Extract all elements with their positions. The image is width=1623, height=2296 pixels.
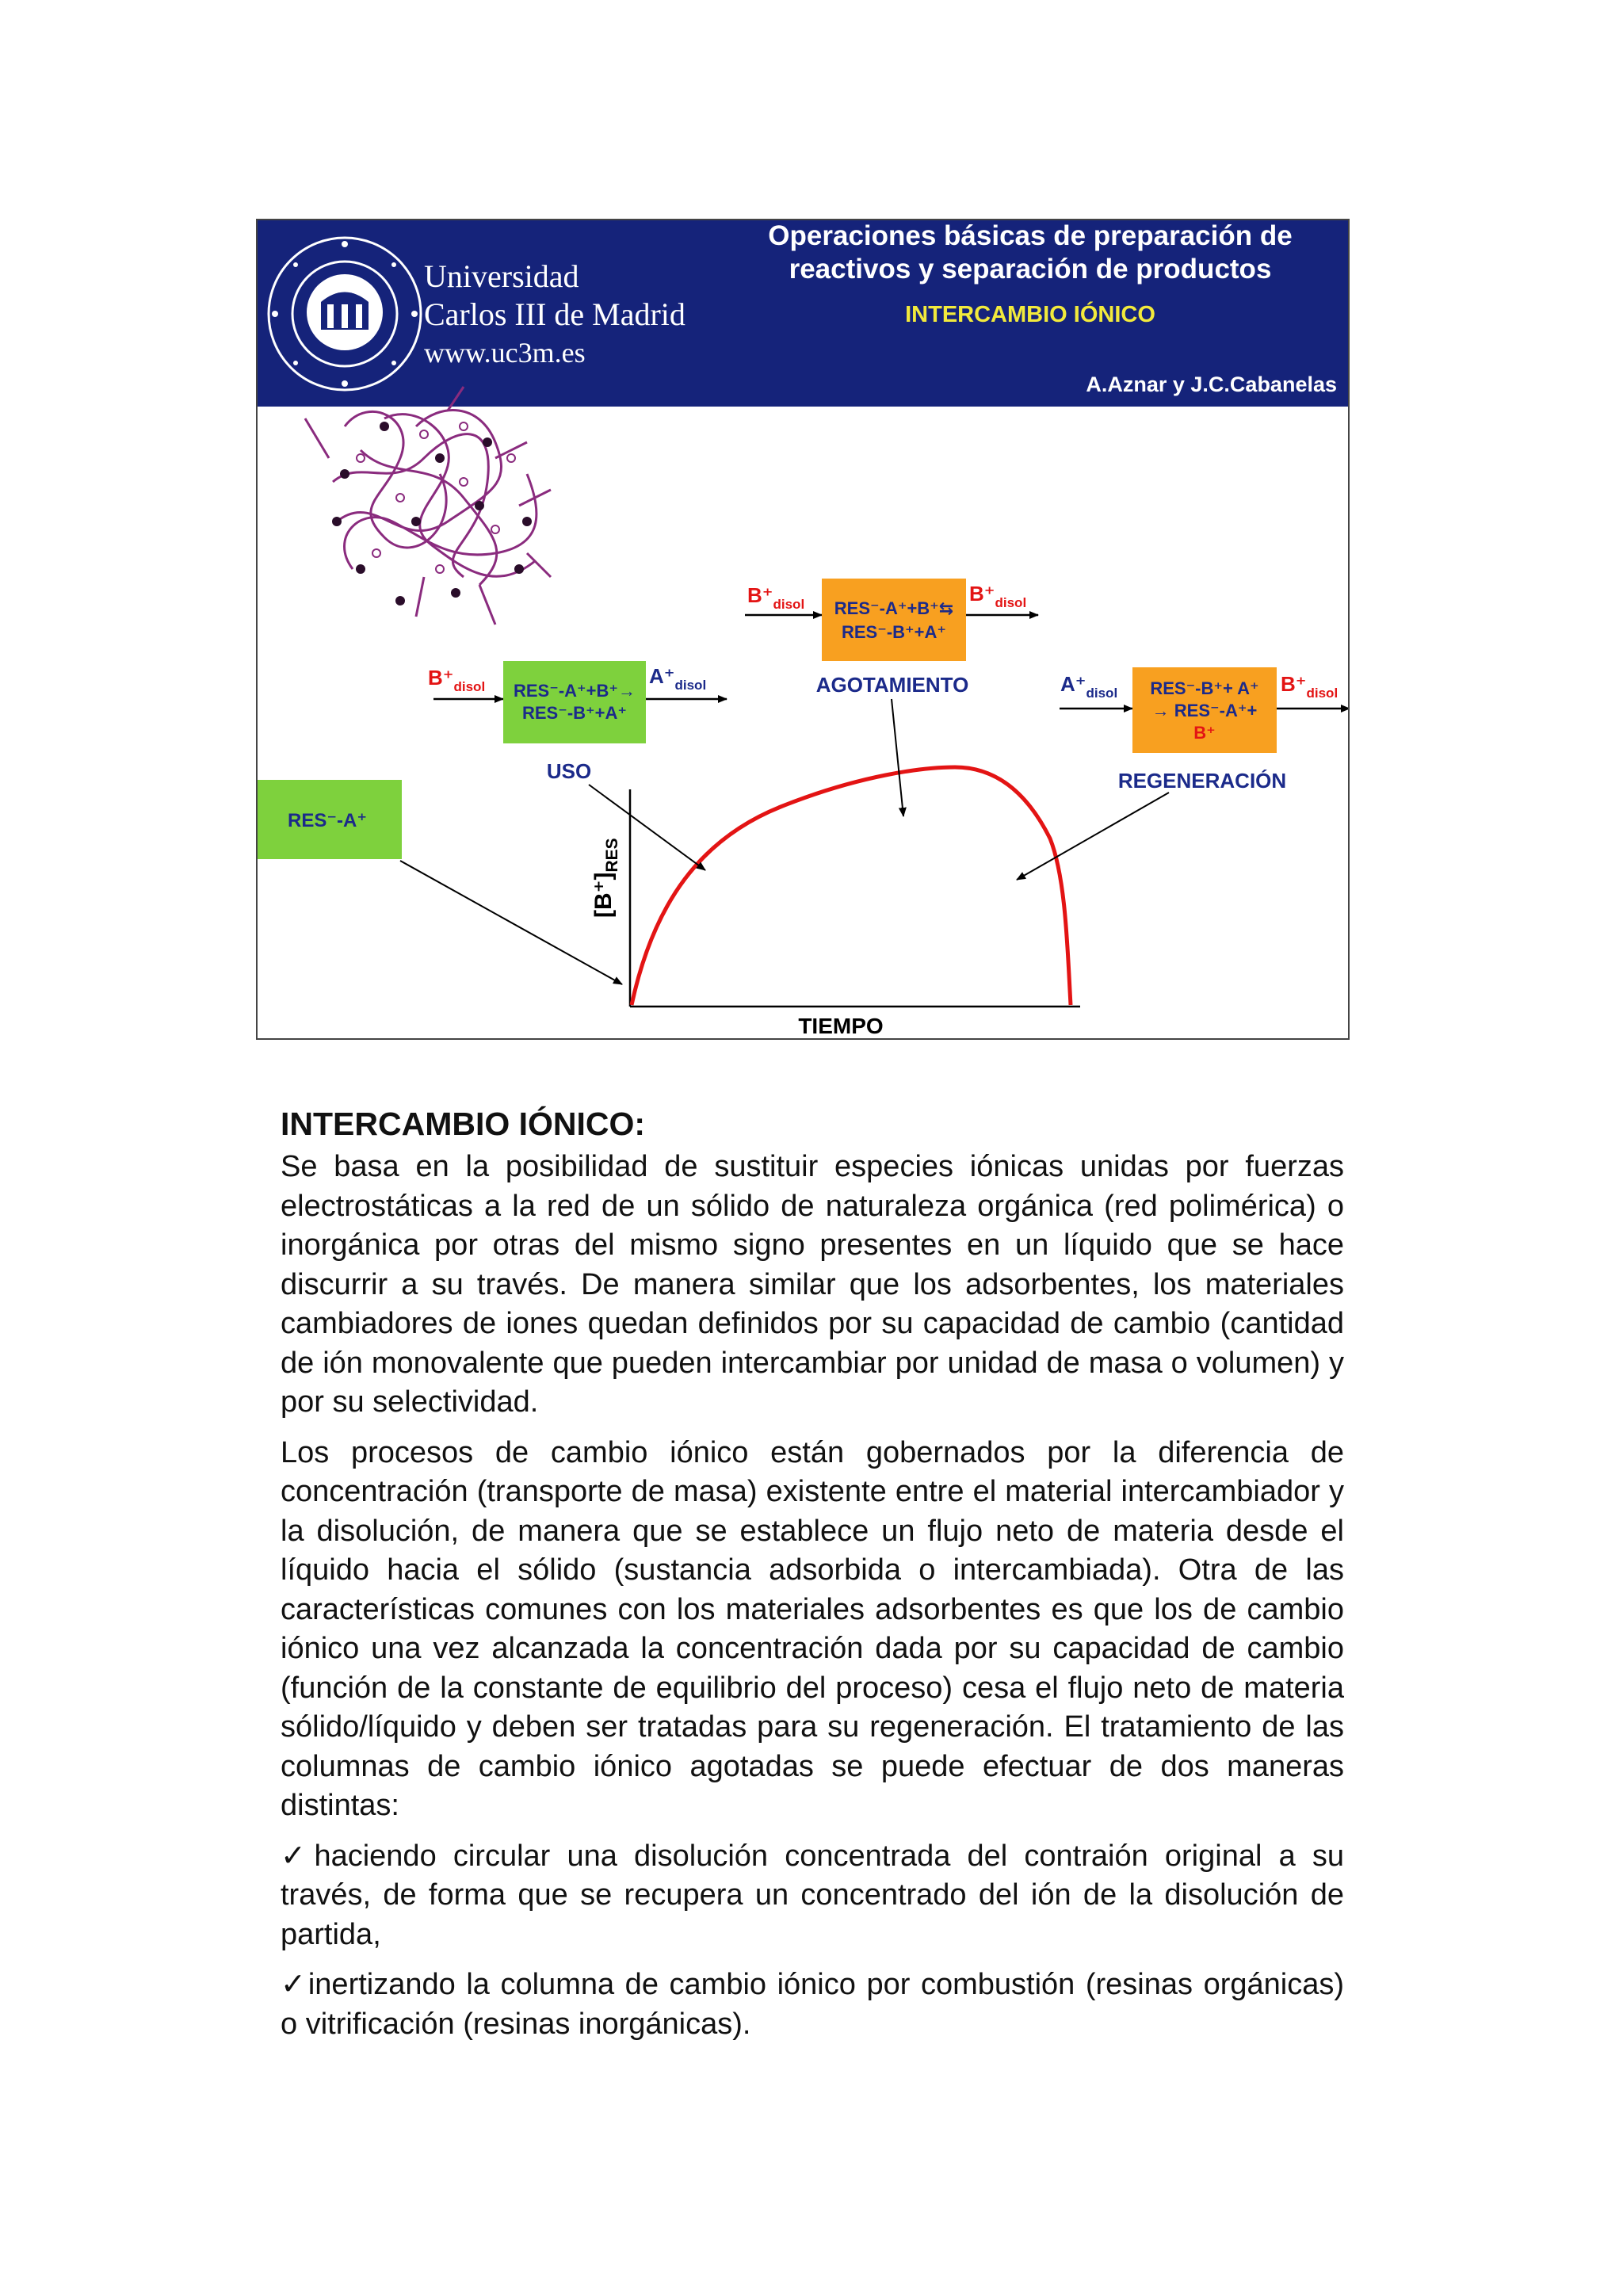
option-2-text: inertizando la columna de cambio iónico por combustión (resinas orgánicas) o vitrificación (resinas inorgánicas). <box>281 1968 1344 2041</box>
course-title-line2: reactivos y separación de productos <box>789 254 1272 285</box>
regeneracion-stage <box>1060 667 1350 793</box>
regeneracion-reaction-line1: RES⁻-B⁺+ A⁺ <box>1150 678 1259 698</box>
initial-state-label: RES⁻-A⁺ <box>287 810 368 831</box>
x-axis-label: TIEMPO <box>798 1014 884 1038</box>
uso-reaction-line2: RES⁻-B⁺+A⁺ <box>521 703 628 723</box>
option-2 <box>281 1966 1344 2044</box>
paragraph-1: Se basa en la posibilidad de sustituir especies iónicas unidas por fuerzas electrostáticas a la red de un sólido de naturaleza orgánica (red polimérica) o inorgánica por otras del mismo signo presentes en un líquido que se hace discurrir a su través. De manera similar que los adsorbentes, los materiales cambiadores de iones quedan definidos por su capacidad de cambio (cantidad de ión monovalente que pueden intercambiar por unidad de masa o volumen) y por su selectividad. <box>281 1150 1344 1419</box>
paragraph-2: Los procesos de cambio iónico están gobernados por la diferencia de concentración (transporte de masa) existente entre el material intercambiador y la disolución, de manera que se establece un flujo neto de materia desde el líquido hacia el sólido (sustancia adsorbida o intercambiada). Otra de las características comunes con los materiales adsorbentes es que los de cambio iónico una vez alcanzada la concentración dada por su capacidad de cambio (función de la constante de equilibrio del proceso) cesa el flujo neto de materia sólido/líquido y deben ser tratadas para su regeneración. El tratamiento de las columnas de cambio iónico agotadas se puede efectuar de dos maneras distintas: <box>281 1435 1344 1822</box>
uso-inflow: $B^+_{disol}$ <box>428 666 486 694</box>
course-title-line1: Operaciones básicas de preparación de <box>768 220 1293 251</box>
regeneracion-outflow: $B^+_{disol}$ <box>1281 672 1338 701</box>
initial-state <box>258 780 402 859</box>
university-name-line2: Carlos III de Madrid <box>424 296 685 332</box>
uso-stage <box>428 661 727 783</box>
slide-figure <box>256 219 1350 1040</box>
check-icon: ✓ <box>281 1968 308 2001</box>
agotamiento-reaction-line2: RES⁻-B⁺+A⁺ <box>841 622 947 642</box>
ion-exchange-diagram <box>258 220 1350 1040</box>
concentration-curve <box>632 767 1071 1005</box>
topic-title: INTERCAMBIO IÓNICO <box>905 302 1155 327</box>
option-1 <box>281 1837 1344 1955</box>
polymer-network-illustration <box>305 387 551 625</box>
section-heading: INTERCAMBIO IÓNICO: <box>281 1106 646 1142</box>
check-icon: ✓ <box>281 1839 315 1873</box>
uso-label: USO <box>546 759 592 783</box>
uso-reaction-line1: RES⁻-A⁺+B⁺→ <box>513 681 636 701</box>
uso-outflow: $A^+_{disol}$ <box>649 664 707 693</box>
y-axis-label: $[B^+]_{RES}$ <box>590 838 621 918</box>
agotamiento-outflow: $B^+_{disol}$ <box>969 582 1027 610</box>
regeneracion-reaction-line3: B⁺ <box>1193 723 1216 743</box>
body-text <box>281 1103 1344 2055</box>
agotamiento-reaction-line1: RES⁻-A⁺+B⁺⇆ <box>834 598 954 618</box>
agotamiento-label: AGOTAMIENTO <box>815 673 969 697</box>
breakthrough-plot <box>590 767 1080 1038</box>
agotamiento-inflow: $B^+_{disol}$ <box>747 583 805 612</box>
agotamiento-stage <box>745 579 1038 697</box>
authors: A.Aznar y J.C.Cabanelas <box>1086 372 1337 396</box>
regeneracion-reaction-line2: → RES⁻-A⁺+ <box>1151 701 1258 720</box>
university-website: www.uc3m.es <box>424 337 586 369</box>
regeneracion-label: REGENERACIÓN <box>1117 769 1287 793</box>
option-1-text: haciendo circular una disolución concentrada del contraión original a su través, de forma que se recupera un concentrado del ión de la disolución de partida, <box>281 1839 1344 1951</box>
regeneracion-inflow: $A^+_{disol}$ <box>1060 672 1118 701</box>
university-name-line1: Universidad <box>424 258 579 294</box>
